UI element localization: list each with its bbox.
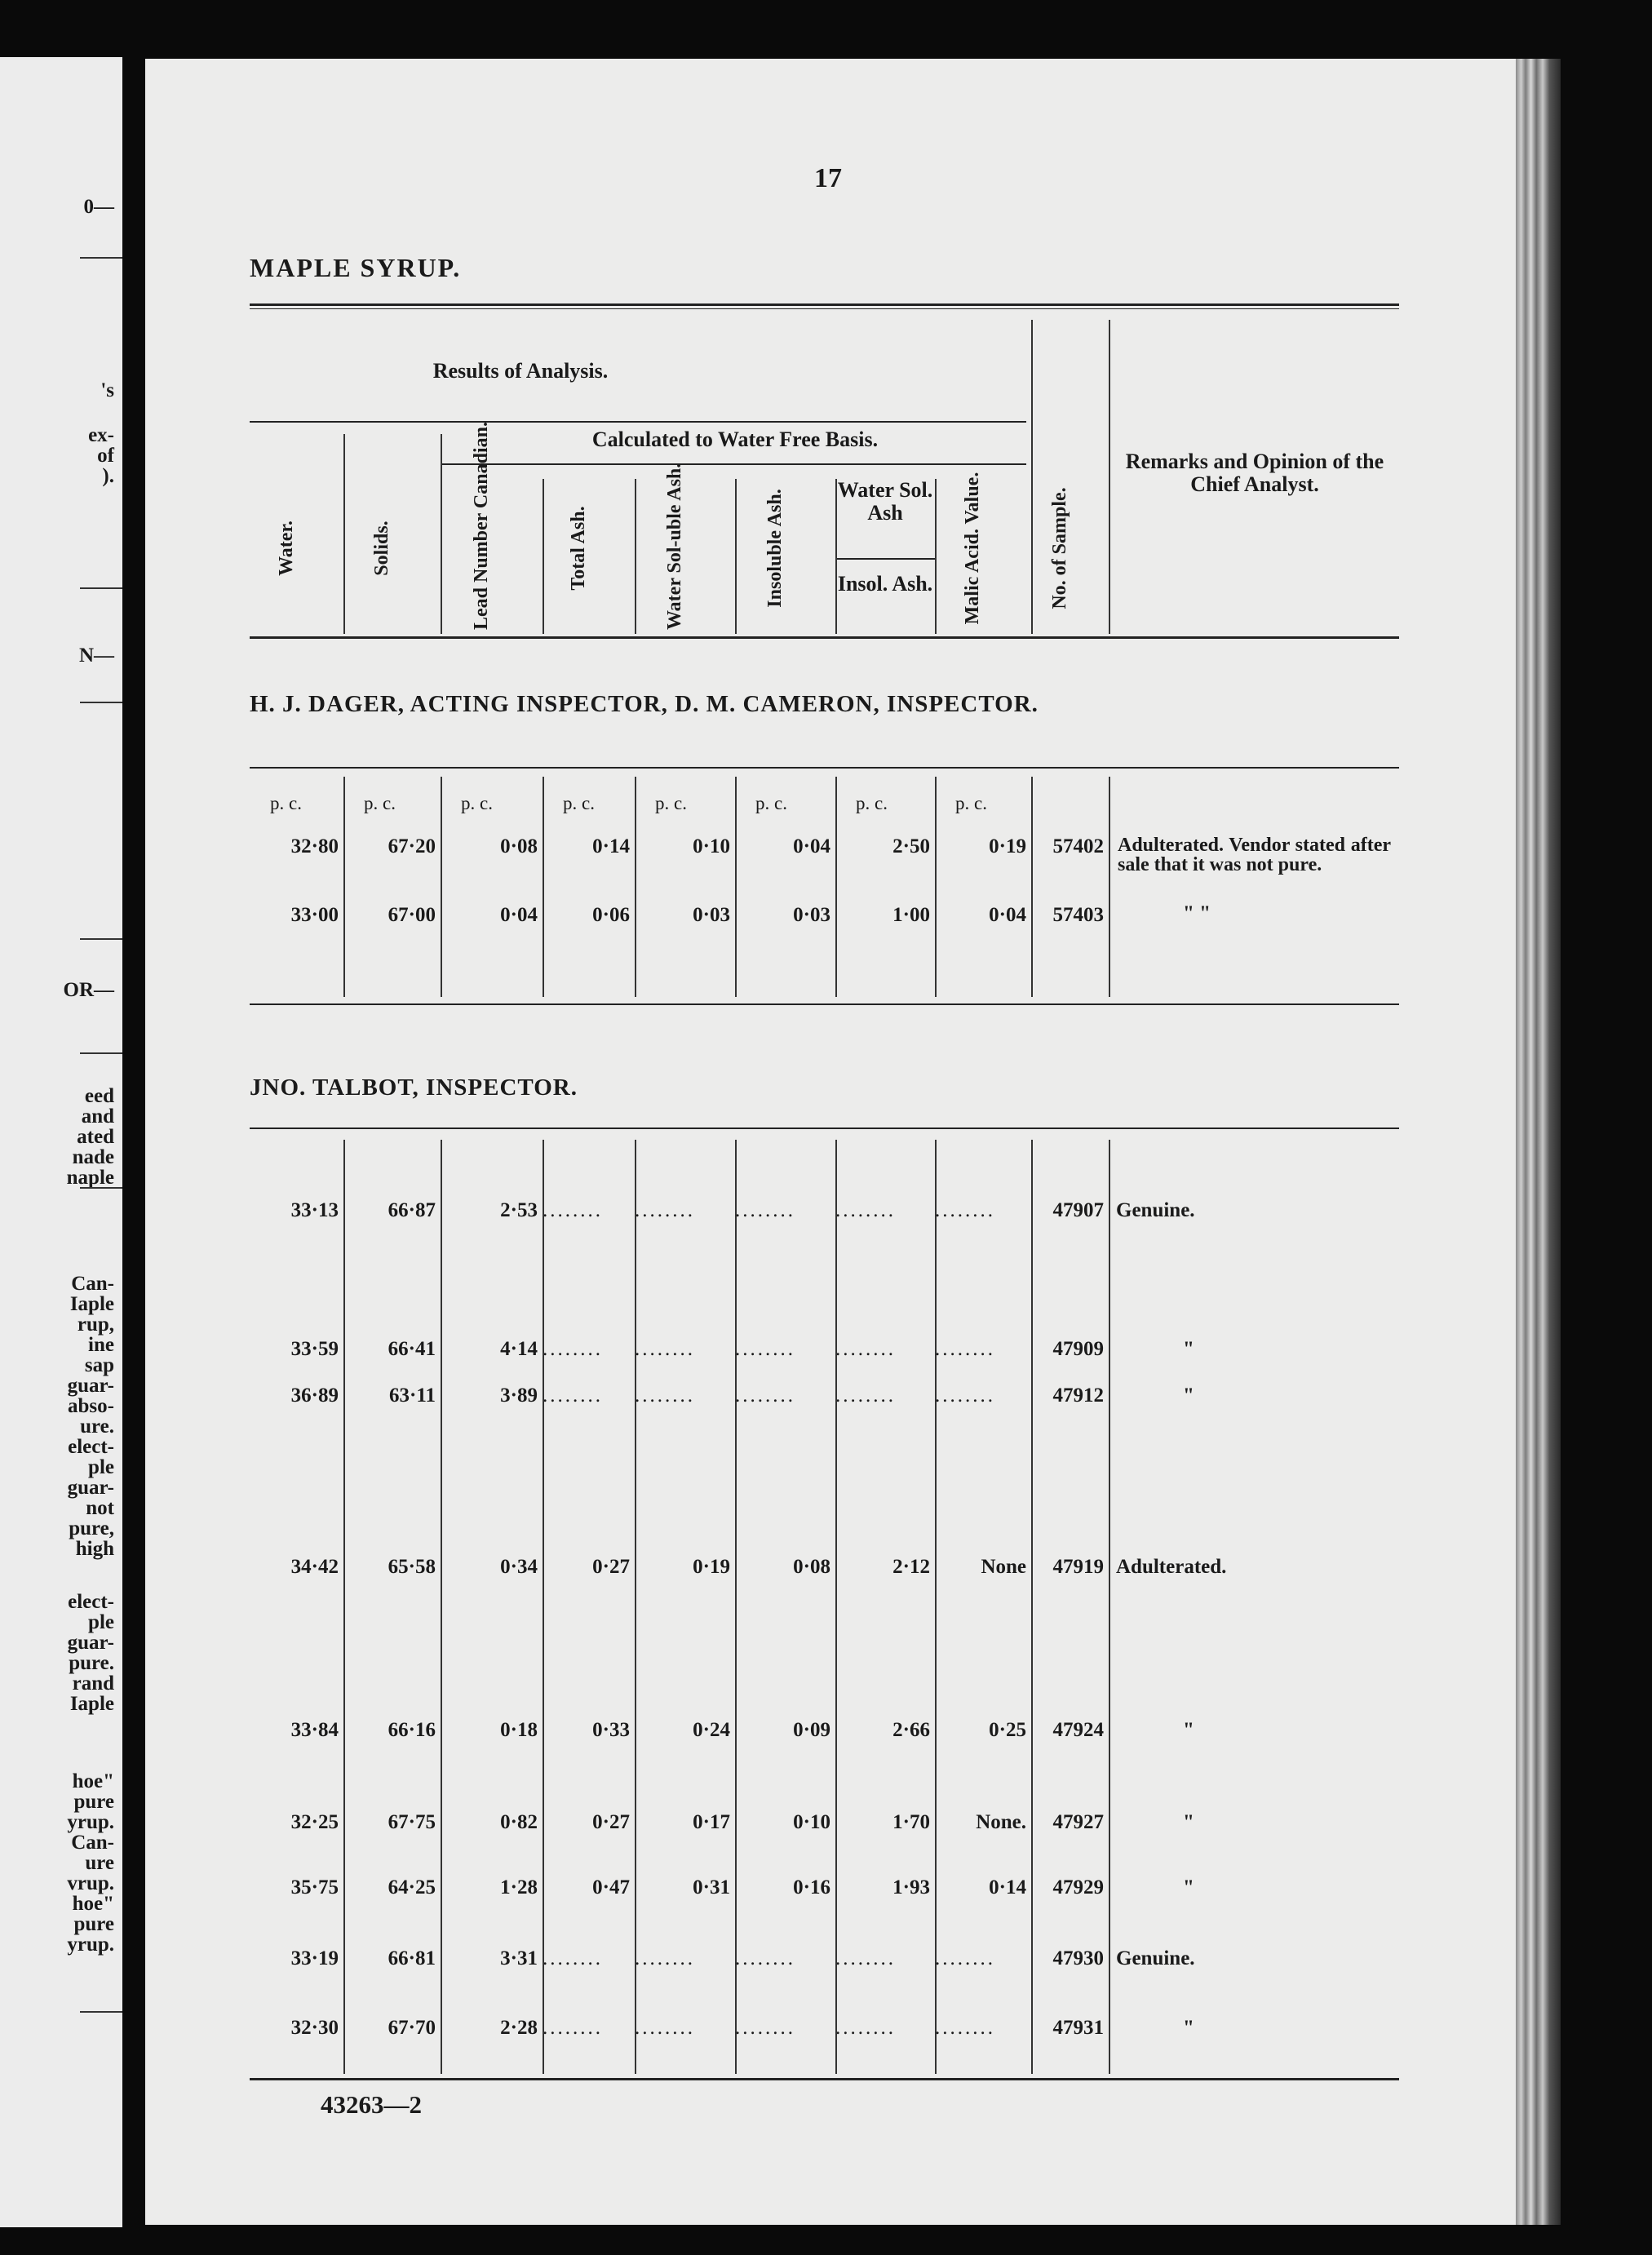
margin-fragment: Iaple: [69, 1293, 114, 1315]
rule-horizontal: [250, 421, 1026, 423]
margin-rule: [80, 2011, 122, 2013]
table-cell: 0·04: [500, 904, 538, 926]
margin-fragment: Can-: [71, 1832, 114, 1854]
table-cell: 0·47: [592, 1876, 630, 1898]
table-cell: 33·59: [290, 1338, 339, 1360]
book-edge: [1516, 59, 1561, 2225]
margin-fragment: pure.: [69, 1652, 114, 1674]
margin-fragment: guar-: [67, 1632, 114, 1654]
table-cell: 0·19: [989, 835, 1026, 857]
table-cell: 67·75: [388, 1811, 436, 1833]
rule-vertical: [635, 1140, 636, 2074]
header-column-label: Solids.: [370, 521, 392, 576]
margin-fragment: ure: [85, 1852, 114, 1874]
table-cell: 1·28: [500, 1876, 538, 1898]
margin-fragment: ple: [88, 1611, 114, 1633]
margin-fragment: guar-: [67, 1477, 114, 1499]
margin-rule: [80, 257, 122, 259]
header-column-label: Water Sol-uble Ash.: [663, 463, 685, 630]
rule-vertical: [1109, 1140, 1110, 2074]
table-cell: 33·19: [290, 1947, 339, 1969]
table-cell: 47907: [1052, 1199, 1104, 1221]
table-cell: 2·12: [892, 1556, 930, 1578]
margin-fragment: abso-: [68, 1395, 114, 1417]
table-cell: None.: [976, 1811, 1026, 1833]
table-cell: ........: [635, 1384, 695, 1407]
table-cell: 2·53: [500, 1199, 538, 1221]
rule-vertical: [441, 777, 442, 997]
rule-vertical: [835, 777, 837, 997]
table-cell: 57402: [1052, 835, 1104, 857]
table-cell: ........: [635, 1199, 695, 1221]
margin-fragment: pure,: [69, 1517, 114, 1540]
rule-vertical: [935, 777, 937, 997]
header-ratio-bottom: Insol. Ash.: [837, 572, 933, 596]
table-cell: 33·00: [290, 904, 339, 926]
margin-fragment: ).: [102, 465, 114, 487]
table-cell: 0·08: [793, 1556, 830, 1578]
margin-fragment: sap: [84, 1354, 114, 1376]
margin-fragment: yrup.: [67, 1811, 114, 1833]
section-heading: JNO. TALBOT, INSPECTOR.: [250, 1074, 578, 1101]
table-cell: 32·25: [290, 1811, 339, 1833]
table-cell: 36·89: [290, 1384, 339, 1407]
rule-vertical: [735, 777, 737, 997]
margin-fragment: 's: [100, 379, 114, 401]
remark-text: ": [1183, 1811, 1194, 1833]
rule-horizontal: [441, 463, 1026, 465]
margin-fragment: hoe": [72, 1770, 114, 1792]
table-cell: ........: [835, 1199, 896, 1221]
margin-rule: [80, 587, 122, 589]
unit-label: p. c.: [755, 793, 787, 813]
table-cell: 66·41: [388, 1338, 436, 1360]
table-cell: 47927: [1052, 1811, 1104, 1833]
table-cell: 66·16: [388, 1719, 436, 1741]
margin-rule: [80, 1052, 122, 1054]
table-cell: 0·24: [693, 1719, 730, 1741]
rule-vertical: [735, 1140, 737, 2074]
rule-vertical: [735, 479, 737, 634]
rule-vertical: [1031, 777, 1033, 997]
rule-vertical: [343, 777, 345, 997]
table-cell: 66·87: [388, 1199, 436, 1221]
table-cell: 33·13: [290, 1199, 339, 1221]
table-cell: 0·82: [500, 1811, 538, 1833]
table-cell: 64·25: [388, 1876, 436, 1898]
rule-vertical: [635, 777, 636, 997]
table-cell: 0·14: [592, 835, 630, 857]
unit-label: p. c.: [461, 793, 493, 813]
footer-code: 43263—2: [321, 2090, 422, 2119]
header-column-label: No. of Sample.: [1048, 487, 1070, 609]
rule-vertical: [543, 777, 544, 997]
remark-text: Genuine.: [1116, 1947, 1195, 1969]
margin-fragment: elect-: [68, 1436, 114, 1458]
margin-fragment: OR—: [63, 979, 114, 1001]
table-cell: 47924: [1052, 1719, 1104, 1741]
remark-text: ": [1183, 1338, 1194, 1360]
remark-text: Adulterated. Vendor stated after sale that it was not pure.: [1118, 835, 1391, 875]
table-cell: 47909: [1052, 1338, 1104, 1360]
table-cell: 0·31: [693, 1876, 730, 1898]
table-cell: 0·09: [793, 1719, 830, 1741]
table-cell: ........: [935, 1199, 995, 1221]
rule-vertical: [1109, 777, 1110, 997]
rule-vertical: [543, 1140, 544, 2074]
table-cell: ........: [635, 1338, 695, 1360]
adjacent-page-fragment: [0, 57, 122, 2227]
rule-vertical: [543, 479, 544, 634]
table-cell: 1·70: [892, 1811, 930, 1833]
rule-horizontal: [250, 308, 1399, 309]
table-cell: 0·10: [793, 1811, 830, 1833]
rule-vertical: [343, 434, 345, 634]
unit-label: p. c.: [270, 793, 302, 813]
margin-fragment: ated: [77, 1126, 114, 1148]
table-cell: 0·08: [500, 835, 538, 857]
margin-rule: [80, 938, 122, 940]
header-results: Results of Analysis.: [432, 359, 609, 383]
header-column-label: Insoluble Ash.: [764, 489, 786, 608]
rule-vertical: [635, 479, 636, 634]
table-cell: 47931: [1052, 2017, 1104, 2039]
margin-rule: [80, 1187, 122, 1189]
rule-horizontal: [250, 1128, 1399, 1129]
document-page: [145, 59, 1516, 2225]
table-cell: 0·14: [989, 1876, 1026, 1898]
margin-fragment: high: [75, 1538, 114, 1560]
margin-fragment: not: [86, 1497, 114, 1519]
margin-fragment: pure: [73, 1791, 114, 1813]
rule-vertical: [343, 1140, 345, 2074]
remark-text: ": [1183, 1876, 1194, 1898]
rule-horizontal: [835, 558, 935, 560]
rule-vertical: [441, 1140, 442, 2074]
table-cell: 63·11: [389, 1384, 436, 1407]
table-cell: 66·81: [388, 1947, 436, 1969]
table-cell: 0·03: [693, 904, 730, 926]
rule-horizontal: [250, 303, 1399, 306]
table-cell: 1·00: [892, 904, 930, 926]
table-cell: 0·34: [500, 1556, 538, 1578]
rule-vertical: [835, 1140, 837, 2074]
margin-fragment: ure.: [80, 1415, 114, 1438]
table-cell: 0·10: [693, 835, 730, 857]
table-cell: ........: [835, 1384, 896, 1407]
margin-fragment: 0—: [83, 196, 114, 218]
table-cell: 0·18: [500, 1719, 538, 1741]
margin-fragment: Can-: [71, 1273, 114, 1295]
table-cell: 1·93: [892, 1876, 930, 1898]
table-cell: 57403: [1052, 904, 1104, 926]
table-cell: 34·42: [290, 1556, 339, 1578]
remark-text: ": [1183, 2017, 1194, 2039]
margin-fragment: guar-: [67, 1375, 114, 1397]
header-column-label: Total Ash.: [567, 506, 589, 591]
page-title: MAPLE SYRUP.: [250, 253, 462, 282]
remark-text: ": [1183, 1384, 1194, 1407]
table-cell: ........: [735, 2017, 795, 2039]
table-cell: ........: [543, 1384, 603, 1407]
table-cell: ........: [543, 1947, 603, 1969]
rule-vertical: [1031, 320, 1033, 634]
rule-vertical: [1109, 320, 1110, 634]
margin-fragment: elect-: [68, 1591, 114, 1613]
header-ratio-top: Water Sol. Ash: [837, 478, 933, 525]
remark-text: Adulterated.: [1116, 1556, 1227, 1578]
header-column-label: Water.: [275, 521, 297, 576]
table-cell: None: [981, 1556, 1026, 1578]
table-cell: 3·89: [500, 1384, 538, 1407]
header-column-label: Malic Acid. Value.: [962, 472, 983, 625]
table-cell: 47930: [1052, 1947, 1104, 1969]
table-cell: ........: [935, 2017, 995, 2039]
unit-label: p. c.: [364, 793, 396, 813]
table-cell: 3·31: [500, 1947, 538, 1969]
rule-horizontal: [250, 767, 1399, 769]
rule-vertical: [441, 434, 442, 634]
margin-fragment: nade: [72, 1146, 114, 1168]
table-cell: 65·58: [388, 1556, 436, 1578]
table-cell: 67·20: [388, 835, 436, 857]
rule-horizontal: [250, 636, 1399, 639]
table-cell: 67·70: [388, 2017, 436, 2039]
table-cell: ........: [735, 1384, 795, 1407]
table-cell: 0·03: [793, 904, 830, 926]
table-cell: 0·06: [592, 904, 630, 926]
table-cell: ........: [635, 1947, 695, 1969]
table-cell: ........: [735, 1947, 795, 1969]
margin-fragment: vrup.: [67, 1872, 114, 1894]
rule-horizontal: [250, 2078, 1399, 2080]
table-cell: 32·80: [290, 835, 339, 857]
table-cell: ........: [835, 1947, 896, 1969]
table-cell: ........: [543, 1199, 603, 1221]
table-cell: ........: [935, 1338, 995, 1360]
table-cell: 0·25: [989, 1719, 1026, 1741]
margin-fragment: and: [81, 1105, 114, 1128]
remark-text: ": [1183, 1719, 1194, 1741]
rule-vertical: [935, 479, 937, 634]
table-cell: 0·17: [693, 1811, 730, 1833]
table-cell: 0·16: [793, 1876, 830, 1898]
margin-fragment: eed: [84, 1085, 114, 1107]
table-cell: 47912: [1052, 1384, 1104, 1407]
table-cell: 2·28: [500, 2017, 538, 2039]
table-cell: 0·33: [592, 1719, 630, 1741]
table-cell: 2·50: [892, 835, 930, 857]
rule-vertical: [935, 1140, 937, 2074]
table-cell: ........: [835, 1338, 896, 1360]
table-cell: 4·14: [500, 1338, 538, 1360]
table-cell: ........: [735, 1199, 795, 1221]
margin-fragment: naple: [66, 1167, 114, 1189]
rule-horizontal: [250, 1003, 1399, 1005]
unit-label: p. c.: [955, 793, 987, 813]
unit-label: p. c.: [563, 793, 595, 813]
table-cell: 32·30: [290, 2017, 339, 2039]
table-cell: 2·66: [892, 1719, 930, 1741]
rule-vertical: [1031, 1140, 1033, 2074]
unit-label: p. c.: [856, 793, 888, 813]
table-cell: ........: [935, 1947, 995, 1969]
section-heading: H. J. DAGER, ACTING INSPECTOR, D. M. CAMERON, INSPECTOR.: [250, 691, 1039, 717]
header-remarks: Remarks and Opinion of the Chief Analyst.: [1125, 450, 1384, 496]
table-cell: 0·27: [592, 1556, 630, 1578]
header-calculated: Calculated to Water Free Basis.: [591, 428, 879, 451]
table-cell: ........: [735, 1338, 795, 1360]
table-cell: 0·27: [592, 1811, 630, 1833]
margin-rule: [80, 702, 122, 703]
table-cell: 47919: [1052, 1556, 1104, 1578]
margin-fragment: ple: [88, 1456, 114, 1478]
margin-fragment: ex-: [88, 424, 114, 446]
remark-text: Genuine.: [1116, 1199, 1195, 1221]
table-cell: ........: [543, 1338, 603, 1360]
remark-text: " ": [1183, 902, 1211, 924]
table-cell: 47929: [1052, 1876, 1104, 1898]
table-cell: 0·04: [793, 835, 830, 857]
table-cell: ........: [635, 2017, 695, 2039]
margin-fragment: rup,: [77, 1314, 114, 1336]
margin-fragment: yrup.: [67, 1934, 114, 1956]
table-cell: 0·19: [693, 1556, 730, 1578]
table-cell: 33·84: [290, 1719, 339, 1741]
margin-fragment: N—: [78, 645, 114, 667]
margin-fragment: rand: [72, 1672, 114, 1695]
margin-fragment: of: [97, 445, 114, 467]
table-cell: ........: [935, 1384, 995, 1407]
table-cell: ........: [835, 2017, 896, 2039]
margin-fragment: hoe": [72, 1893, 114, 1915]
table-cell: 67·00: [388, 904, 436, 926]
header-column-label: Lead Number Canadian.: [470, 422, 492, 630]
rule-vertical: [835, 479, 837, 634]
margin-fragment: pure: [73, 1913, 114, 1935]
unit-label: p. c.: [655, 793, 687, 813]
table-cell: 0·04: [989, 904, 1026, 926]
table-cell: 35·75: [290, 1876, 339, 1898]
margin-fragment: ine: [88, 1334, 114, 1356]
margin-fragment: Iaple: [69, 1693, 114, 1715]
table-cell: ........: [543, 2017, 603, 2039]
page-number: 17: [814, 163, 842, 193]
